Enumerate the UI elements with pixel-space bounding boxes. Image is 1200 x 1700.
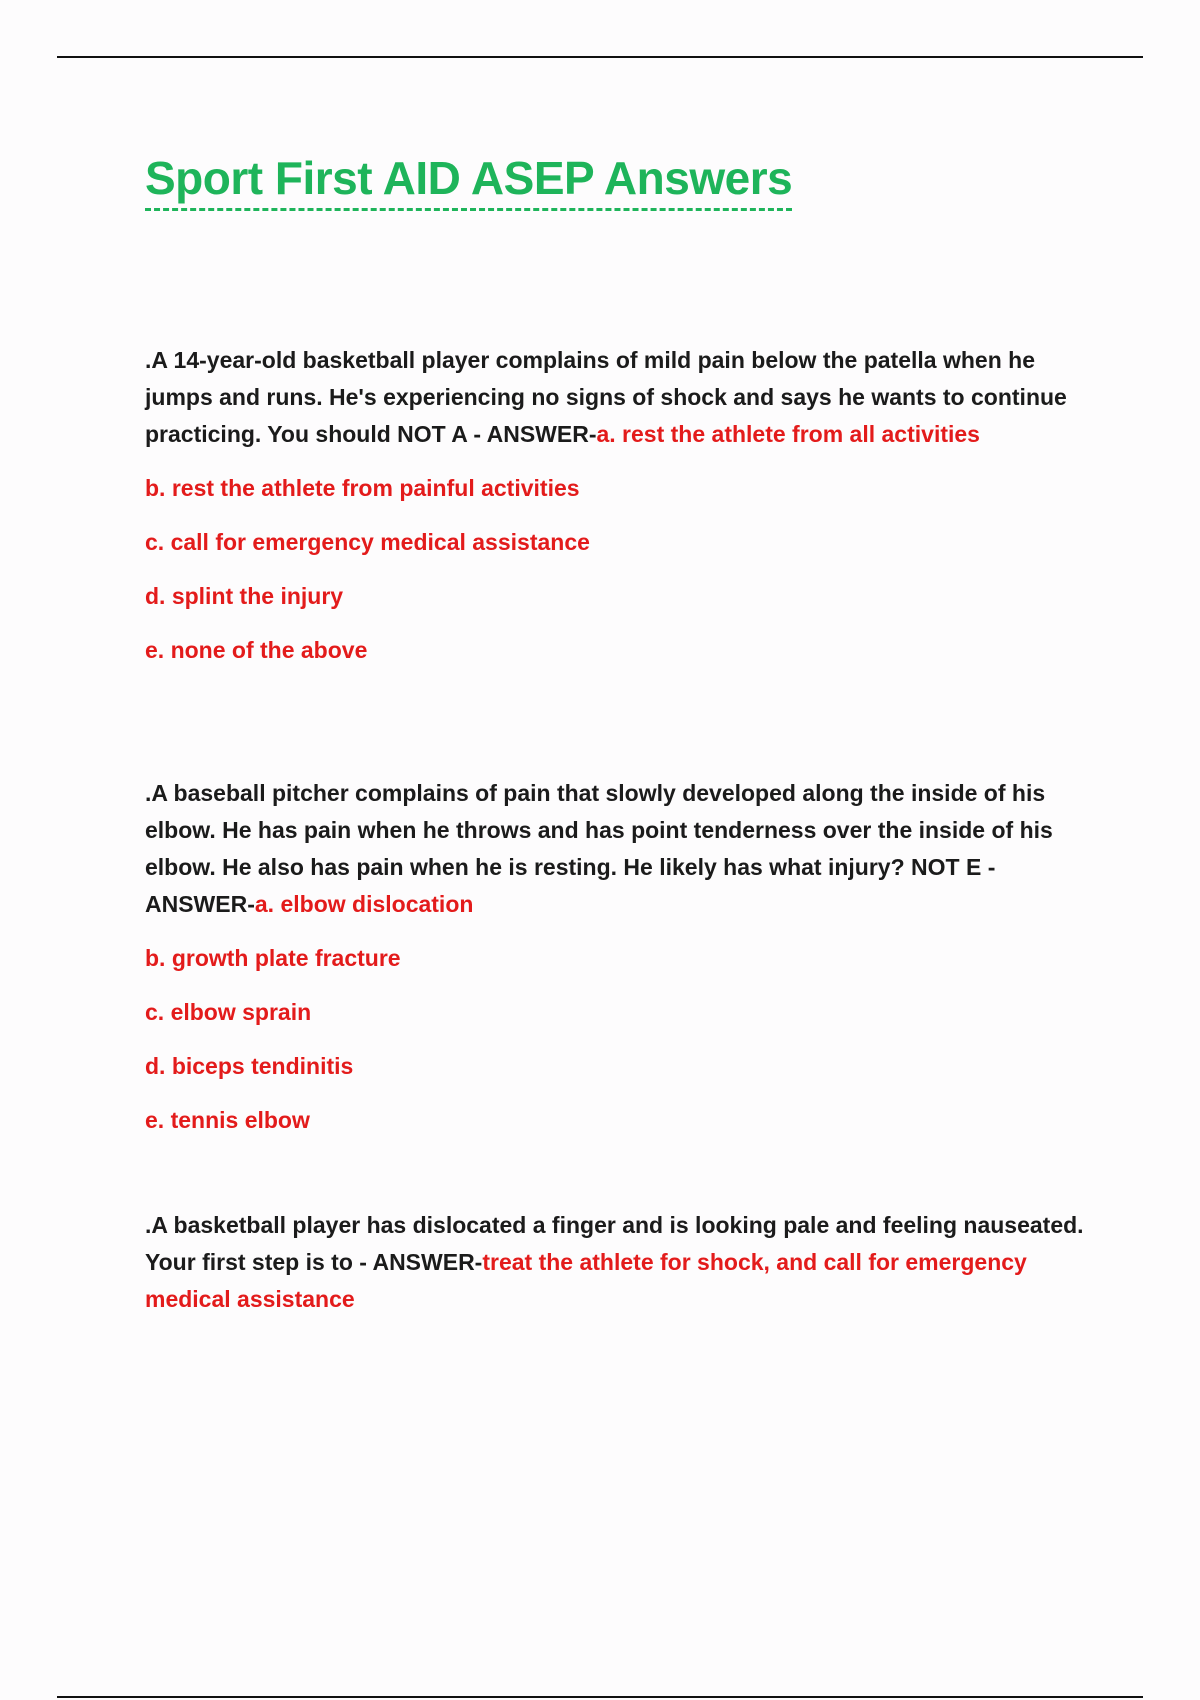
- answer-text: a. elbow dislocation: [254, 891, 474, 917]
- answer-option-e: e. tennis elbow: [145, 1107, 310, 1133]
- question-text: [145, 775, 1095, 923]
- answer-text: treat the athlete for shock, and call for emergency medical assistance: [145, 1249, 1027, 1312]
- question-block-1: [145, 342, 1095, 669]
- document-title: Sport First AID ASEP Answers: [145, 150, 792, 211]
- answer-option-d: d. biceps tendinitis: [145, 1053, 354, 1079]
- question-block-2: [145, 775, 1095, 1139]
- question-block-3: [145, 1207, 1095, 1318]
- bottom-rule: [57, 1696, 1143, 1698]
- question-text: [145, 342, 1095, 453]
- top-rule: [57, 56, 1143, 58]
- question-stem: .A basketball player has dislocated a finger and is looking pale and feeling nauseated. Your first step is to - ANSWER-: [145, 1212, 1084, 1275]
- answer-text: a. rest the athlete from all activities: [596, 421, 980, 447]
- answer-option-d: d. splint the injury: [145, 583, 344, 609]
- question-text: [145, 1207, 1095, 1318]
- answer-option-b: b. growth plate fracture: [145, 945, 401, 971]
- question-stem: .A 14-year-old basketball player complains of mild pain below the patella when he jumps and runs. He's experiencing no signs of shock and says he wants to continue practicing. You should NOT A - ANSWER-: [145, 347, 1067, 447]
- answer-option-e: e. none of the above: [145, 637, 368, 663]
- answer-option-c: c. elbow sprain: [145, 999, 312, 1025]
- answer-option-c: c. call for emergency medical assistance: [145, 529, 590, 555]
- answer-option-b: b. rest the athlete from painful activities: [145, 475, 580, 501]
- question-stem: .A baseball pitcher complains of pain that slowly developed along the inside of his elbow. He has pain when he throws and has point tenderness over the inside of his elbow. He also has pain when he is resting. He likely has what injury? NOT E - ANSWER-: [145, 780, 1053, 917]
